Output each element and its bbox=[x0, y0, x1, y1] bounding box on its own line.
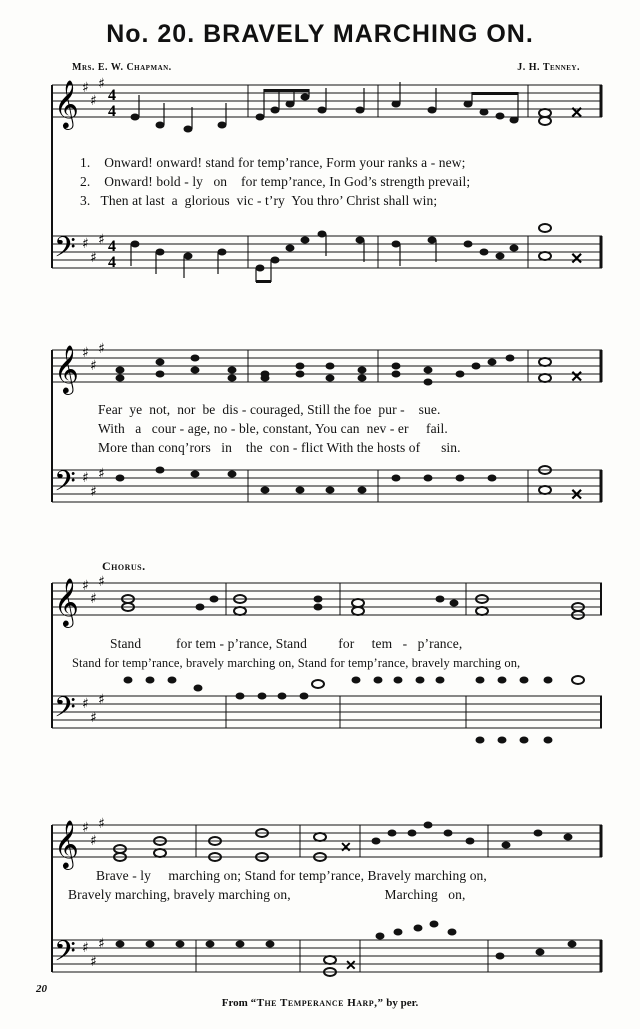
svg-text:♯: ♯ bbox=[82, 80, 89, 96]
verse-line-1b: 2. Onward! bold - ly on for temp’rance, In God’s strength prevail; bbox=[80, 174, 471, 189]
svg-text:✕: ✕ bbox=[345, 959, 357, 974]
svg-text:4: 4 bbox=[108, 87, 116, 104]
svg-text:♯: ♯ bbox=[90, 358, 97, 374]
svg-text:♯: ♯ bbox=[90, 484, 97, 500]
svg-text:♯: ♯ bbox=[82, 345, 89, 361]
bass-staff bbox=[52, 696, 602, 728]
source-prefix: From bbox=[221, 997, 251, 1009]
verse-line-1c: 3. Then at last a glorious vic - t’ry You thro’ Christ shall win; bbox=[80, 193, 438, 208]
verse-line-2c: More than conq’rors in the con - flict With the hosts of sin. bbox=[98, 440, 461, 455]
svg-text:♯: ♯ bbox=[82, 578, 89, 594]
svg-text:♯: ♯ bbox=[82, 236, 89, 252]
svg-text:4: 4 bbox=[108, 103, 116, 120]
svg-text:✕: ✕ bbox=[340, 841, 352, 856]
bass-staff bbox=[52, 470, 602, 502]
svg-text:✕: ✕ bbox=[570, 369, 584, 386]
svg-text:♯: ♯ bbox=[98, 76, 105, 92]
svg-text:✕: ✕ bbox=[570, 487, 584, 504]
treble-staff bbox=[52, 85, 602, 117]
chorus-line-3: Brave - ly marching on; Stand for temp’rance, Bravely marching on, bbox=[96, 868, 487, 883]
bass-clef-icon: 𝄢 bbox=[54, 691, 76, 731]
svg-text:♯: ♯ bbox=[98, 692, 105, 708]
bass-clef-icon: 𝄢 bbox=[54, 935, 76, 975]
svg-text:♯: ♯ bbox=[98, 936, 105, 952]
svg-text:4: 4 bbox=[108, 254, 116, 271]
svg-text:♯: ♯ bbox=[82, 470, 89, 486]
svg-text:4: 4 bbox=[108, 238, 116, 255]
hymn-title: No. 20. BRAVELY MARCHING ON. bbox=[106, 20, 534, 48]
svg-text:♯: ♯ bbox=[98, 341, 105, 357]
bass-clef-icon: 𝄢 bbox=[54, 465, 76, 505]
chorus-label: Chorus. bbox=[102, 559, 146, 573]
source-credit bbox=[0, 997, 640, 1009]
source-suffix: by per. bbox=[383, 997, 419, 1009]
treble-staff bbox=[52, 825, 602, 857]
page-number: 20 bbox=[36, 983, 47, 995]
composer-credit: J. H. Tenney. bbox=[517, 62, 580, 73]
chorus-line-1: Stand for tem - p’rance, Stand for tem - p’rance, bbox=[110, 636, 463, 651]
treble-clef-icon: 𝄞 bbox=[54, 577, 79, 626]
svg-text:♯: ♯ bbox=[98, 816, 105, 832]
svg-text:♯: ♯ bbox=[90, 833, 97, 849]
bass-clef-icon: 𝄢 bbox=[54, 231, 76, 271]
svg-text:♯: ♯ bbox=[90, 710, 97, 726]
svg-text:♯: ♯ bbox=[98, 232, 105, 248]
chorus-line-2: Stand for temp’rance, bravely marching on, Stand for temp’rance, bravely marching on, bbox=[72, 656, 521, 670]
svg-text:✕: ✕ bbox=[570, 251, 584, 268]
svg-text:♯: ♯ bbox=[82, 696, 89, 712]
svg-text:♯: ♯ bbox=[82, 820, 89, 836]
verse-line-2b: With a cour - age, no - ble, constant, You can nev - er fail. bbox=[98, 421, 448, 436]
treble-clef-icon: 𝄞 bbox=[54, 79, 79, 128]
treble-clef-icon: 𝄞 bbox=[54, 819, 79, 868]
verse-line-1a: 1. Onward! onward! stand for temp’rance, Form your ranks a - new; bbox=[80, 155, 466, 170]
bass-notes bbox=[131, 224, 552, 272]
source-title: “The Temperance Harp,” bbox=[250, 997, 384, 1009]
verse-line-2a: Fear ye not, nor be dis - couraged, Still the foe pur - sue. bbox=[98, 402, 441, 417]
chorus-line-4: Bravely marching, bravely marching on, Marching on, bbox=[68, 887, 466, 902]
svg-text:♯: ♯ bbox=[98, 466, 105, 482]
lyricist-credit: Mrs. E. W. Chapman. bbox=[72, 62, 172, 73]
svg-text:♯: ♯ bbox=[98, 574, 105, 590]
treble-notes bbox=[131, 94, 552, 133]
treble-clef-icon: 𝄞 bbox=[54, 344, 79, 393]
svg-text:♯: ♯ bbox=[82, 940, 89, 956]
svg-text:♯: ♯ bbox=[90, 954, 97, 970]
svg-text:♯: ♯ bbox=[90, 250, 97, 266]
svg-text:✕: ✕ bbox=[570, 105, 584, 122]
svg-text:♯: ♯ bbox=[90, 591, 97, 607]
svg-text:♯: ♯ bbox=[90, 93, 97, 109]
